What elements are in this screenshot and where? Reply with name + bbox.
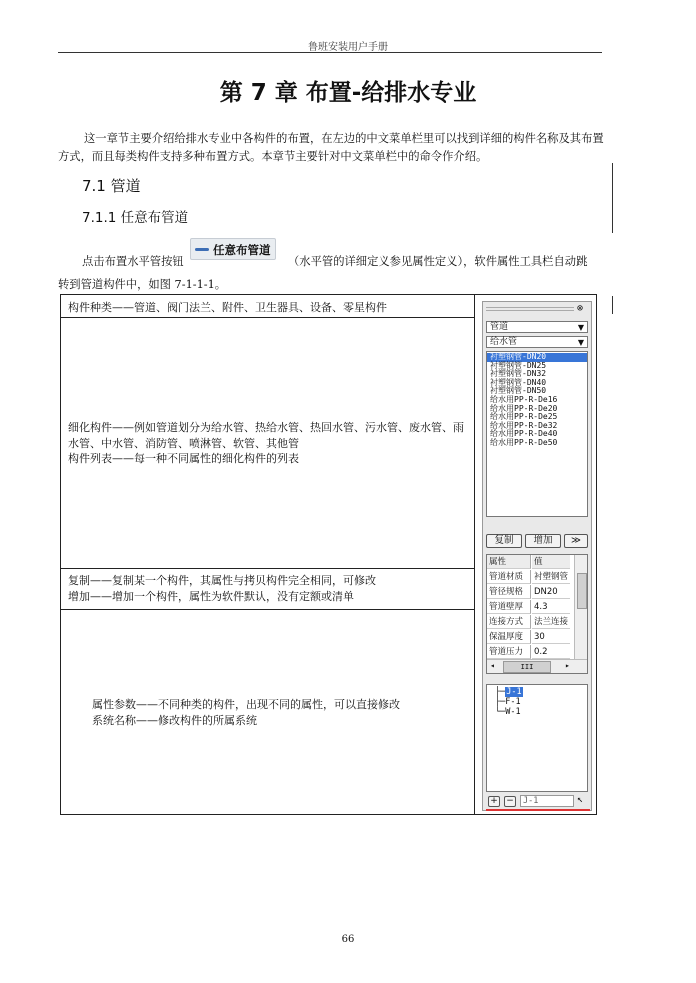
- property-row[interactable]: [487, 615, 573, 630]
- property-value[interactable]: 4.3: [532, 600, 570, 614]
- properties-panel-screenshot: [482, 301, 592, 811]
- property-value[interactable]: 0.2: [532, 645, 570, 659]
- property-name: 管道材质: [487, 570, 531, 584]
- margin-change-bar: [612, 163, 613, 233]
- close-icon[interactable]: ⊗: [577, 303, 584, 314]
- system-name-input[interactable]: J-1: [520, 795, 574, 807]
- property-name: 管径规格: [487, 585, 531, 599]
- property-params-text: 属性参数——不同种类的构件，出现不同的属性，可以直接修改: [92, 698, 400, 711]
- table-cell-refined-components: [68, 420, 468, 467]
- component-list-item[interactable]: 给水用PP-R-De16: [490, 394, 558, 404]
- vertical-scrollbar[interactable]: [574, 555, 588, 659]
- header-rule: [58, 52, 602, 53]
- scrollbar-thumb[interactable]: [577, 573, 587, 609]
- scroll-right-icon[interactable]: ▸: [565, 661, 570, 670]
- component-list-item[interactable]: 给水用PP-R-De25: [490, 412, 558, 422]
- pipe-layout-button-label: 任意布管道: [213, 243, 271, 257]
- subtype-select[interactable]: [486, 336, 588, 348]
- property-grid[interactable]: [486, 554, 588, 674]
- table-cell-copy-add: [68, 573, 468, 604]
- add-system-button[interactable]: +: [488, 796, 500, 807]
- running-header: 鲁班安装用户手册: [308, 42, 388, 53]
- system-tree[interactable]: [486, 684, 588, 792]
- property-row[interactable]: [487, 585, 573, 600]
- tree-connector: └─: [495, 707, 506, 717]
- horizontal-scrollbar[interactable]: [487, 659, 587, 674]
- property-row[interactable]: [487, 600, 573, 615]
- remove-system-button[interactable]: −: [504, 796, 516, 807]
- intro-paragraph: 这一章节主要介绍给排水专业中各构件的布置，在左边的中文菜单栏里可以找到详细的构件名称及其布置方式，而且每类构件支持多种布置方式。本章节主要针对中文菜单栏中的命令作介绍。: [58, 132, 604, 163]
- subsection-heading: 7.1.1 任意布管道: [82, 210, 189, 226]
- property-row[interactable]: [487, 570, 573, 585]
- hscroll-thumb[interactable]: III: [503, 661, 551, 673]
- table-cell-properties: [92, 697, 492, 728]
- tree-connector: ├─: [495, 687, 506, 697]
- system-tree-label: W-1: [505, 707, 521, 717]
- table-row-divider: [60, 317, 475, 318]
- pick-cursor-icon[interactable]: ↖: [577, 794, 584, 805]
- property-row[interactable]: [487, 645, 573, 660]
- system-tree-item[interactable]: [495, 697, 587, 707]
- subtype-select-value: 给水管: [490, 337, 518, 347]
- property-name: 管道壁厚: [487, 600, 531, 614]
- property-name: 保温厚度: [487, 630, 531, 644]
- component-list-item[interactable]: 衬塑钢管-DN32: [490, 369, 547, 379]
- margin-change-bar: [612, 296, 613, 314]
- table-row-divider: [60, 568, 475, 569]
- system-tree-label: F-1: [505, 697, 521, 707]
- system-tree-item[interactable]: [495, 707, 587, 717]
- component-list-item[interactable]: 衬塑钢管-DN25: [490, 360, 547, 370]
- section-heading: 7.1 管道: [82, 177, 141, 195]
- body-paragraph-line2: 转到管道构件中，如图 7-1-1-1。: [58, 278, 227, 291]
- component-list-item[interactable]: 给水用PP-R-De50: [490, 437, 558, 447]
- property-value[interactable]: 法兰连接: [534, 617, 569, 627]
- component-list-item[interactable]: 衬塑钢管-DN50: [490, 386, 547, 396]
- system-tree-item[interactable]: [495, 687, 587, 697]
- add-button[interactable]: 增加: [525, 534, 561, 548]
- add-desc-text: 增加——增加一个构件，属性为软件默认，没有定额或清单: [68, 589, 354, 603]
- property-grid-header: [487, 555, 573, 570]
- chevron-down-icon: ▼: [577, 323, 584, 332]
- table-row-divider: [60, 609, 475, 610]
- table-cell-component-types: 构件种类——管道、阀门法兰、附件、卫生器具、设备、零星构件: [68, 301, 387, 314]
- component-list-item[interactable]: 给水用PP-R-De40: [490, 429, 558, 439]
- system-tree-label: J-1: [506, 687, 522, 697]
- more-button[interactable]: ≫: [564, 534, 588, 548]
- body-paragraph-end: （水平管的详细定义参见属性定义），软件属性工具栏自动跳: [288, 255, 588, 268]
- property-name: 管道压力: [487, 645, 531, 659]
- copy-desc-text: 复制——复制某一个构件，其属性与拷贝构件完全相同，可修改: [68, 574, 376, 587]
- refined-components-text: 细化构件——例如管道划分为给水管、热给水管、热回水管、污水管、废水管、雨水管、中水管、消防管、喷淋管、软管、其他管: [68, 421, 464, 450]
- component-list-item[interactable]: 衬塑钢管-DN40: [490, 377, 547, 387]
- chevron-down-icon: ▼: [577, 338, 584, 347]
- property-header-value: 值: [532, 555, 570, 569]
- category-select[interactable]: [486, 321, 588, 333]
- component-list[interactable]: [486, 351, 588, 517]
- component-list-item[interactable]: 给水用PP-R-De32: [490, 420, 558, 430]
- table-column-divider: [474, 294, 475, 815]
- property-name: 连接方式: [487, 615, 531, 629]
- component-list-item[interactable]: 衬塑钢管-DN20: [487, 353, 587, 362]
- pipe-icon: [195, 248, 209, 251]
- property-value[interactable]: DN20: [532, 585, 570, 599]
- property-value[interactable]: 衬塑钢管: [534, 572, 569, 582]
- chapter-title: 第 7 章 布置-给排水专业: [219, 80, 477, 106]
- property-value[interactable]: 30: [532, 630, 570, 644]
- page-number: 66: [341, 934, 355, 945]
- body-paragraph-start: 点击布置水平管按钮: [82, 255, 184, 268]
- component-list-text: 构件列表——每一种不同属性的细化构件的列表: [68, 452, 299, 465]
- property-header-name: 属性: [487, 555, 531, 569]
- component-list-item[interactable]: 给水用PP-R-De20: [490, 403, 558, 413]
- scroll-left-icon[interactable]: ◂: [490, 661, 495, 670]
- copy-button[interactable]: 复制: [486, 534, 522, 548]
- property-row[interactable]: [487, 630, 573, 645]
- tree-connector: ├─: [495, 697, 506, 707]
- category-select-value: 管道: [490, 322, 509, 332]
- pipe-layout-button-image: [190, 238, 276, 260]
- red-underline: [486, 809, 590, 811]
- system-name-text: 系统名称——修改构件的所属系统: [92, 713, 257, 727]
- panel-grip: [486, 307, 574, 311]
